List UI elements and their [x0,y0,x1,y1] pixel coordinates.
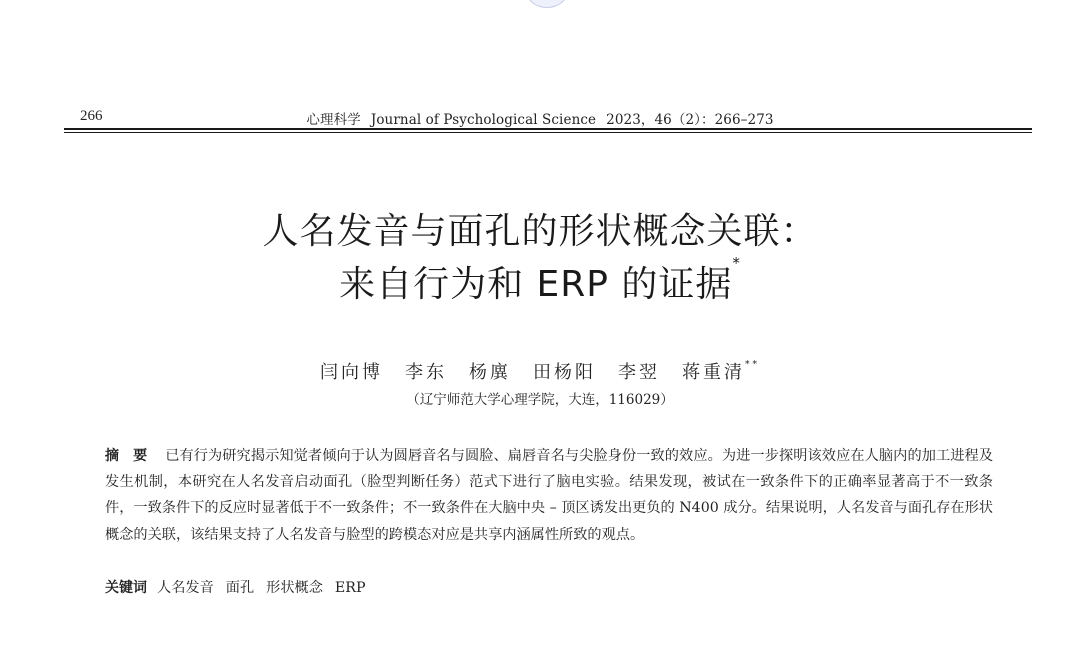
keywords-label: 关键词 [105,580,147,596]
page-number: 266 [80,108,103,124]
keyword-list [157,580,378,596]
paper-title-line1: 人名发音与面孔的形状概念关联： [262,211,818,252]
page-top-mark [526,0,568,8]
keyword: 面孔 [225,580,255,596]
title-footnote-mark: * [732,254,741,272]
paper-title-line2 [0,256,1080,307]
abstract-label: 摘要 [105,448,162,464]
author-name: 杨廙 [469,362,511,383]
author-name: 田杨阳 [533,362,596,383]
corresponding-author-mark: ** [745,360,760,370]
citation: 2023，46（2）：266–273 [606,112,774,128]
author-name: 李翌 [618,362,660,383]
keyword: 形状概念 [266,580,323,596]
affiliation: （辽宁师范大学心理学院，大连，116029） [406,392,674,408]
keyword: 人名发音 [157,580,214,596]
author-name: 蒋重清** [682,360,760,383]
journal-name-cn: 心理科学 [306,112,361,128]
abstract-text: 已有行为研究揭示知觉者倾向于认为圆唇音名与圆脸、扁唇音名与尖脸身份一致的效应。为进一步探明该效应在人脑内的加工进程及发生机制，本研究在人名发音启动面孔（脸型判断任务）范式下进行了脑电实验。结果发现，被试在一致条件下的正确率显著高于不一致条件，一致条件下的反应时显著低于不一致条件；不一致条件在大脑中央 – 顶区诱发出更负的 N400 成分。结果说明，人名发音与面孔存在形状概念的关联，该结果支持了人名发音与脸型的跨模态对应是共享内涵属性所致的观点。 [105,448,994,543]
author-name: 闫向博 [320,362,383,383]
paper-title-line2-text: 来自行为和 ERP 的证据 [339,264,733,305]
author-list [0,358,1080,384]
keyword: ERP [334,580,366,596]
author-name: 李东 [405,362,447,383]
journal-name-en: Journal of Psychological Science [370,112,597,128]
running-header [0,108,1080,128]
keywords [105,577,378,597]
abstract [105,443,993,548]
header-rule-thin [64,132,1032,133]
header-rule-thick [64,128,1032,130]
